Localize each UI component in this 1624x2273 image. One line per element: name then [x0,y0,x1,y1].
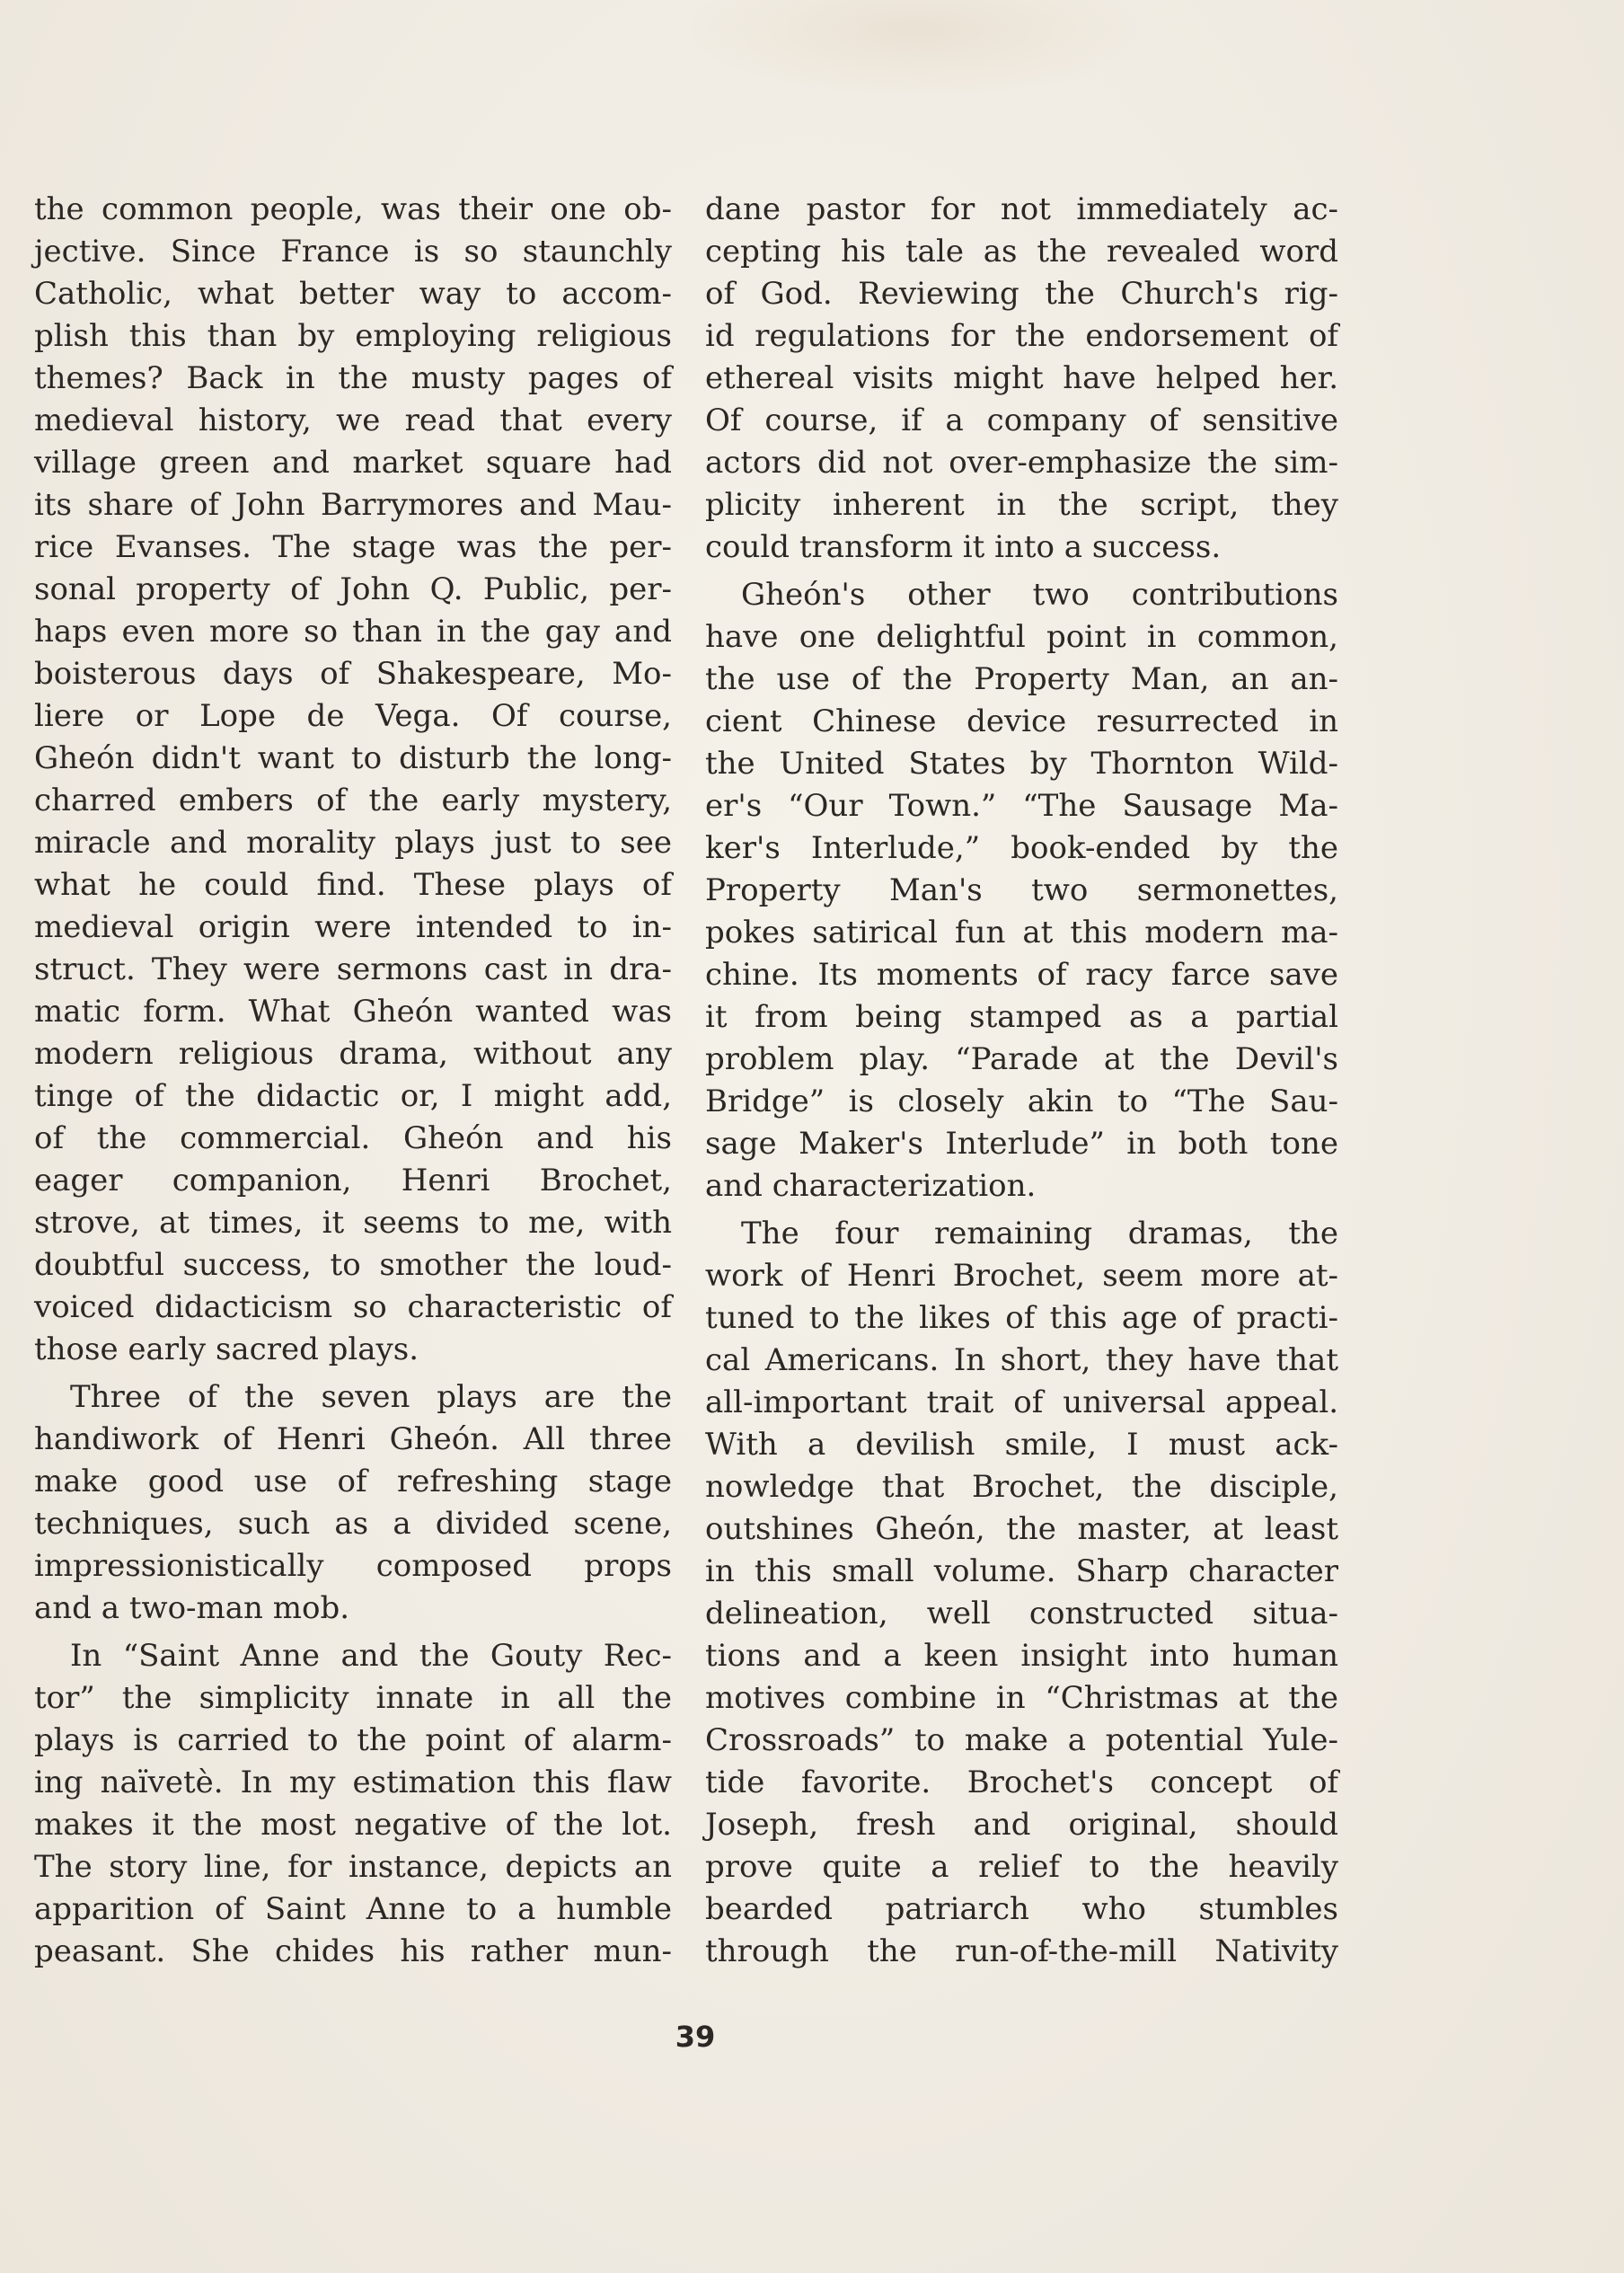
text-line: Joseph, fresh and original, should [705,1807,1338,1843]
text-line: actors did not over-emphasize the sim- [705,445,1338,481]
text-line: Gheón didn't want to disturb the long- [34,740,672,776]
right-column [705,189,1338,1973]
text-line: could transform it into a success. [705,529,1222,565]
text-line: its share of John Barrymores and Mau- [34,487,672,523]
text-line: nowledge that Brochet, the disciple, [705,1469,1338,1505]
paragraph [34,1635,672,1973]
paragraph [34,189,672,1371]
text-line: prove quite a relief to the heavily [705,1849,1338,1885]
paragraph [705,189,1338,569]
text-line: apparition of Saint Anne to a humble [34,1891,672,1927]
text-line: pokes satirical fun at this modern ma- [705,915,1338,951]
text-line: Catholic, what better way to accom- [34,276,672,312]
text-line: of God. Reviewing the Church's rig- [705,276,1338,312]
text-line: problem play. “Parade at the Devil's [705,1041,1338,1077]
text-line: have one delightful point in common, [705,619,1338,655]
text-line: tor” the simplicity innate in all the [34,1680,672,1716]
text-line: cient Chinese device resurrected in [705,703,1338,739]
text-line: eager companion, Henri Brochet, [34,1163,672,1198]
text-line: plays is carried to the point of alarm- [34,1722,672,1758]
text-line: rice Evanses. The stage was the per- [34,529,672,565]
text-line: peasant. She chides his rather mun- [34,1933,672,1969]
text-line: plish this than by employing religious [34,318,672,354]
text-line: handiwork of Henri Gheón. All three [34,1421,672,1457]
text-line: work of Henri Brochet, seem more at- [705,1258,1338,1294]
text-line: charred embers of the early mystery, [34,783,672,818]
text-line: through the run-of-the-mill Nativity [705,1933,1338,1969]
text-line: the United States by Thornton Wild- [705,746,1338,782]
page-number: 39 [675,2020,716,2054]
text-line: tuned to the likes of this age of practi- [705,1300,1338,1336]
text-line: themes? Back in the musty pages of [34,360,672,396]
text-line: tions and a keen insight into human [705,1638,1338,1674]
text-line: medieval history, we read that every [34,402,672,438]
text-line: and a two-man mob. [34,1590,350,1626]
text-line: haps even more so than in the gay and [34,614,672,650]
text-line: strove, at times, it seems to me, with [34,1205,672,1241]
text-line: modern religious drama, without any [34,1036,672,1072]
text-line: jective. Since France is so staunchly [34,234,672,270]
text-line: Bridge” is closely akin to “The Sau- [705,1083,1338,1119]
text-line: cepting his tale as the revealed word [705,234,1338,270]
text-line: Property Man's two sermonettes, [705,872,1338,908]
text-line: The four remaining dramas, the [741,1216,1338,1251]
text-line: Crossroads” to make a potential Yule- [705,1722,1338,1758]
text-line: medieval origin were intended to in- [34,909,672,945]
text-line: Three of the seven plays are the [70,1379,672,1415]
text-line: of the commercial. Gheón and his [34,1120,672,1156]
text-line: The story line, for instance, depicts an [34,1849,672,1885]
text-line: boisterous days of Shakespeare, Mo- [34,656,672,692]
text-line: it from being stamped as a partial [705,999,1338,1035]
text-line: doubtful success, to smother the loud- [34,1247,672,1283]
text-line: Gheón's other two contributions [741,577,1338,613]
text-line: chine. Its moments of racy farce save [705,957,1338,993]
text-line: matic form. What Gheón wanted was [34,994,672,1030]
text-line: tide favorite. Brochet's concept of [705,1764,1338,1800]
text-line: With a devilish smile, I must ack- [705,1427,1338,1463]
text-line: sage Maker's Interlude” in both tone [705,1126,1338,1162]
text-line: outshines Gheón, the master, at least [705,1511,1338,1547]
paragraph [705,1213,1338,1973]
text-line: Of course, if a company of sensitive [705,402,1338,438]
text-line: In “Saint Anne and the Gouty Rec- [70,1638,672,1674]
paragraph [34,1376,672,1630]
text-line: sonal property of John Q. Public, per- [34,571,672,607]
paragraph [705,574,1338,1207]
text-line: miracle and morality plays just to see [34,825,672,861]
text-line: impressionistically composed props [34,1548,672,1584]
text-line: make good use of refreshing stage [34,1464,672,1499]
text-line: the use of the Property Man, an an- [705,661,1338,697]
text-line: what he could find. These plays of [34,867,672,903]
text-line: id regulations for the endorsement of [705,318,1338,354]
text-line: bearded patriarch who stumbles [705,1891,1338,1927]
text-line: makes it the most negative of the lot. [34,1807,672,1843]
text-line: voiced didacticism so characteristic of [34,1289,672,1325]
text-line: all-important trait of universal appeal. [705,1384,1338,1420]
text-line: motives combine in “Christmas at the [705,1680,1338,1716]
paper-stain [683,0,1150,99]
text-line: dane pastor for not immediately ac- [705,191,1338,227]
text-line: techniques, such as a divided scene, [34,1506,672,1542]
text-line: plicity inherent in the script, they [705,487,1338,523]
text-line: ing naïvetè. In my estimation this flaw [34,1764,672,1800]
text-line: village green and market square had [34,445,672,481]
text-line: liere or Lope de Vega. Of course, [34,698,672,734]
text-line: ker's Interlude,” book-ended by the [705,830,1338,866]
text-line: tinge of the didactic or, I might add, [34,1078,672,1114]
left-column [34,189,672,1973]
text-line: cal Americans. In short, they have that [705,1342,1338,1378]
text-line: ethereal visits might have helped her. [705,360,1338,396]
text-line: in this small volume. Sharp character [705,1553,1338,1589]
text-line: and characterization. [705,1168,1037,1204]
text-line: er's “Our Town.” “The Sausage Ma- [705,788,1338,824]
text-line: the common people, was their one ob- [34,191,672,227]
text-line: delineation, well constructed situa- [705,1596,1338,1632]
text-line: struct. They were sermons cast in dra- [34,951,672,987]
text-line: those early sacred plays. [34,1331,419,1367]
